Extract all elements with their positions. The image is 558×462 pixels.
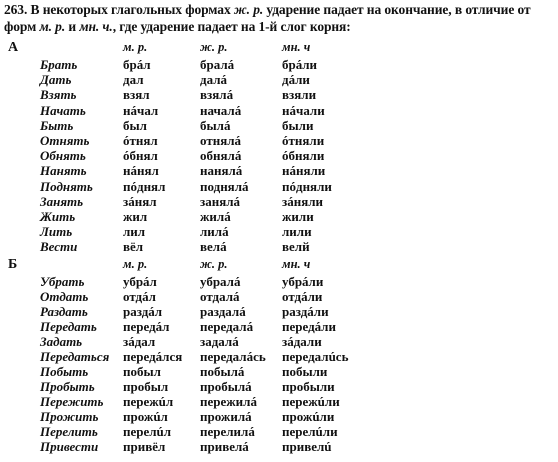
verb-infinitive: Лить — [40, 224, 73, 240]
form-feminine: побылá — [200, 364, 245, 379]
form-plural: óбняли — [282, 148, 325, 164]
form-plural: передалúсь — [282, 349, 349, 364]
form-feminine: прожилá — [200, 409, 252, 424]
exercise-number: 263. — [4, 2, 28, 17]
form-plural: брáли — [282, 57, 318, 72]
verb-infinitive: Поднять — [40, 178, 93, 194]
verb-infinitive: Вести — [40, 239, 78, 255]
intro-text: В некоторых глагольных формах — [30, 2, 234, 17]
form-plural: зáняли — [282, 193, 324, 209]
verb-infinitive: Обнять — [40, 148, 86, 164]
form-masculine: пробыл — [123, 379, 169, 394]
form-plural: убрáли — [282, 274, 324, 289]
section-label: Б — [8, 257, 18, 272]
form-plural: привелú — [282, 439, 332, 454]
form-plural: перелúли — [282, 424, 338, 439]
form-masculine: жил — [123, 209, 148, 224]
verb-infinitive: Дать — [40, 72, 72, 88]
header-feminine: ж. р. — [200, 40, 228, 54]
form-feminine: жилá — [200, 209, 231, 224]
form-masculine: привёл — [123, 439, 166, 454]
verb-infinitive: Пробыть — [40, 379, 95, 394]
form-feminine: взялá — [200, 87, 234, 103]
form-masculine: убрáл — [123, 274, 157, 289]
form-feminine: убралá — [200, 274, 241, 289]
form-plural: побыли — [282, 364, 328, 379]
verb-infinitive: Привести — [40, 439, 99, 454]
form-masculine: дал — [123, 72, 144, 88]
header-plural: мн. ч — [282, 257, 311, 271]
verb-infinitive: Отнять — [40, 133, 90, 148]
form-plural: раздáли — [282, 304, 329, 319]
verb-infinitive: Передаться — [40, 349, 110, 364]
column-headers — [0, 257, 558, 274]
verb-infinitive: Занять — [40, 193, 84, 209]
form-plural: пережúли — [282, 394, 340, 409]
verb-infinitive: Прожить — [40, 409, 99, 424]
verb-infinitive: Брать — [40, 57, 78, 72]
verb-infinitive: Раздать — [40, 304, 88, 319]
form-masculine: раздáл — [123, 304, 163, 319]
intro-text: ударение падает на окончание, в отличие от — [263, 2, 531, 17]
form-plural: отдáли — [282, 289, 323, 304]
form-masculine: пóднял — [123, 178, 166, 194]
verb-row — [0, 239, 558, 256]
form-masculine: зáдал — [123, 334, 156, 349]
intro-text: , где ударение падает на 1-й слог корня: — [112, 19, 351, 34]
form-feminine: лилá — [200, 224, 229, 240]
form-feminine: бралá — [200, 57, 235, 72]
form-feminine: занялá — [200, 193, 241, 209]
form-feminine: пробылá — [200, 379, 252, 394]
verb-infinitive: Жить — [40, 209, 76, 224]
form-feminine: велá — [200, 239, 227, 255]
form-feminine: передалá — [200, 319, 254, 334]
verb-infinitive: Убрать — [40, 274, 85, 289]
verb-infinitive: Побыть — [40, 364, 89, 379]
form-feminine: перелилá — [200, 424, 255, 439]
form-feminine: обнялá — [200, 148, 242, 164]
intro-text: и — [65, 19, 80, 34]
form-plural: пробыли — [282, 379, 335, 394]
exercise-intro — [4, 1, 554, 35]
header-plural: мн. ч — [282, 40, 311, 54]
form-masculine: взял — [123, 87, 150, 103]
header-feminine: ж. р. — [200, 257, 228, 271]
form-plural: передáли — [282, 319, 336, 334]
column-headers — [0, 40, 558, 57]
form-feminine: поднялá — [200, 178, 249, 194]
form-feminine: привелá — [200, 439, 249, 454]
form-masculine: пережúл — [123, 394, 174, 409]
form-masculine: передáл — [123, 319, 170, 334]
verb-infinitive: Пережить — [40, 394, 104, 409]
form-masculine: передáлся — [123, 349, 183, 364]
intro-term: ж. р. — [233, 2, 264, 17]
form-masculine: брáл — [123, 57, 151, 72]
form-feminine: отдалá — [200, 289, 240, 304]
header-masculine: м. р. — [123, 257, 148, 271]
verb-infinitive: Перелить — [40, 424, 98, 439]
form-feminine: началá — [200, 102, 242, 118]
form-plural: велй — [282, 239, 310, 255]
form-feminine: пережилá — [200, 394, 257, 409]
verb-infinitive: Взять — [40, 87, 77, 103]
form-plural: дáли — [282, 72, 310, 88]
form-masculine: óбнял — [123, 148, 158, 164]
verb-infinitive: Отдать — [40, 289, 89, 304]
form-masculine: вёл — [123, 239, 144, 255]
form-masculine: зáнял — [123, 193, 157, 209]
form-plural: óтняли — [282, 133, 325, 148]
form-masculine: побыл — [123, 364, 161, 379]
form-plural: зáдали — [282, 334, 322, 349]
form-feminine: отнялá — [200, 133, 242, 148]
verb-infinitive: Задать — [40, 334, 83, 349]
form-plural: нáчали — [282, 102, 325, 118]
form-masculine: нáчал — [123, 102, 159, 118]
form-feminine: былá — [200, 117, 231, 133]
verb-infinitive: Передать — [40, 319, 97, 334]
form-plural: были — [282, 117, 314, 133]
verb-infinitive: Начать — [40, 102, 86, 118]
intro-term: м. р. — [39, 19, 66, 34]
form-plural: жили — [282, 209, 314, 224]
form-plural: лили — [282, 224, 312, 240]
form-plural: взяли — [282, 87, 317, 103]
section-label: А — [8, 40, 19, 55]
form-masculine: нáнял — [123, 163, 159, 179]
form-masculine: óтнял — [123, 133, 158, 148]
section-b — [0, 257, 558, 462]
form-masculine: перелúл — [123, 424, 172, 439]
form-masculine: лил — [123, 224, 146, 240]
form-plural: нáняли — [282, 163, 326, 179]
section-a — [0, 40, 558, 255]
form-plural: прожúли — [282, 409, 335, 424]
form-masculine: прожúл — [123, 409, 168, 424]
form-masculine: был — [123, 117, 147, 133]
intro-term: мн. ч. — [79, 19, 113, 34]
intro-text: форм — [4, 19, 40, 34]
form-feminine: передалáсь — [200, 349, 266, 364]
verb-row — [0, 439, 558, 456]
form-feminine: далá — [200, 72, 227, 88]
header-masculine: м. р. — [123, 40, 148, 54]
verb-infinitive: Быть — [40, 117, 74, 133]
form-feminine: задалá — [200, 334, 239, 349]
form-feminine: раздалá — [200, 304, 246, 319]
form-masculine: отдáл — [123, 289, 156, 304]
verb-infinitive: Нанять — [40, 163, 87, 179]
form-feminine: нанялá — [200, 163, 243, 179]
form-plural: пóдняли — [282, 178, 332, 194]
